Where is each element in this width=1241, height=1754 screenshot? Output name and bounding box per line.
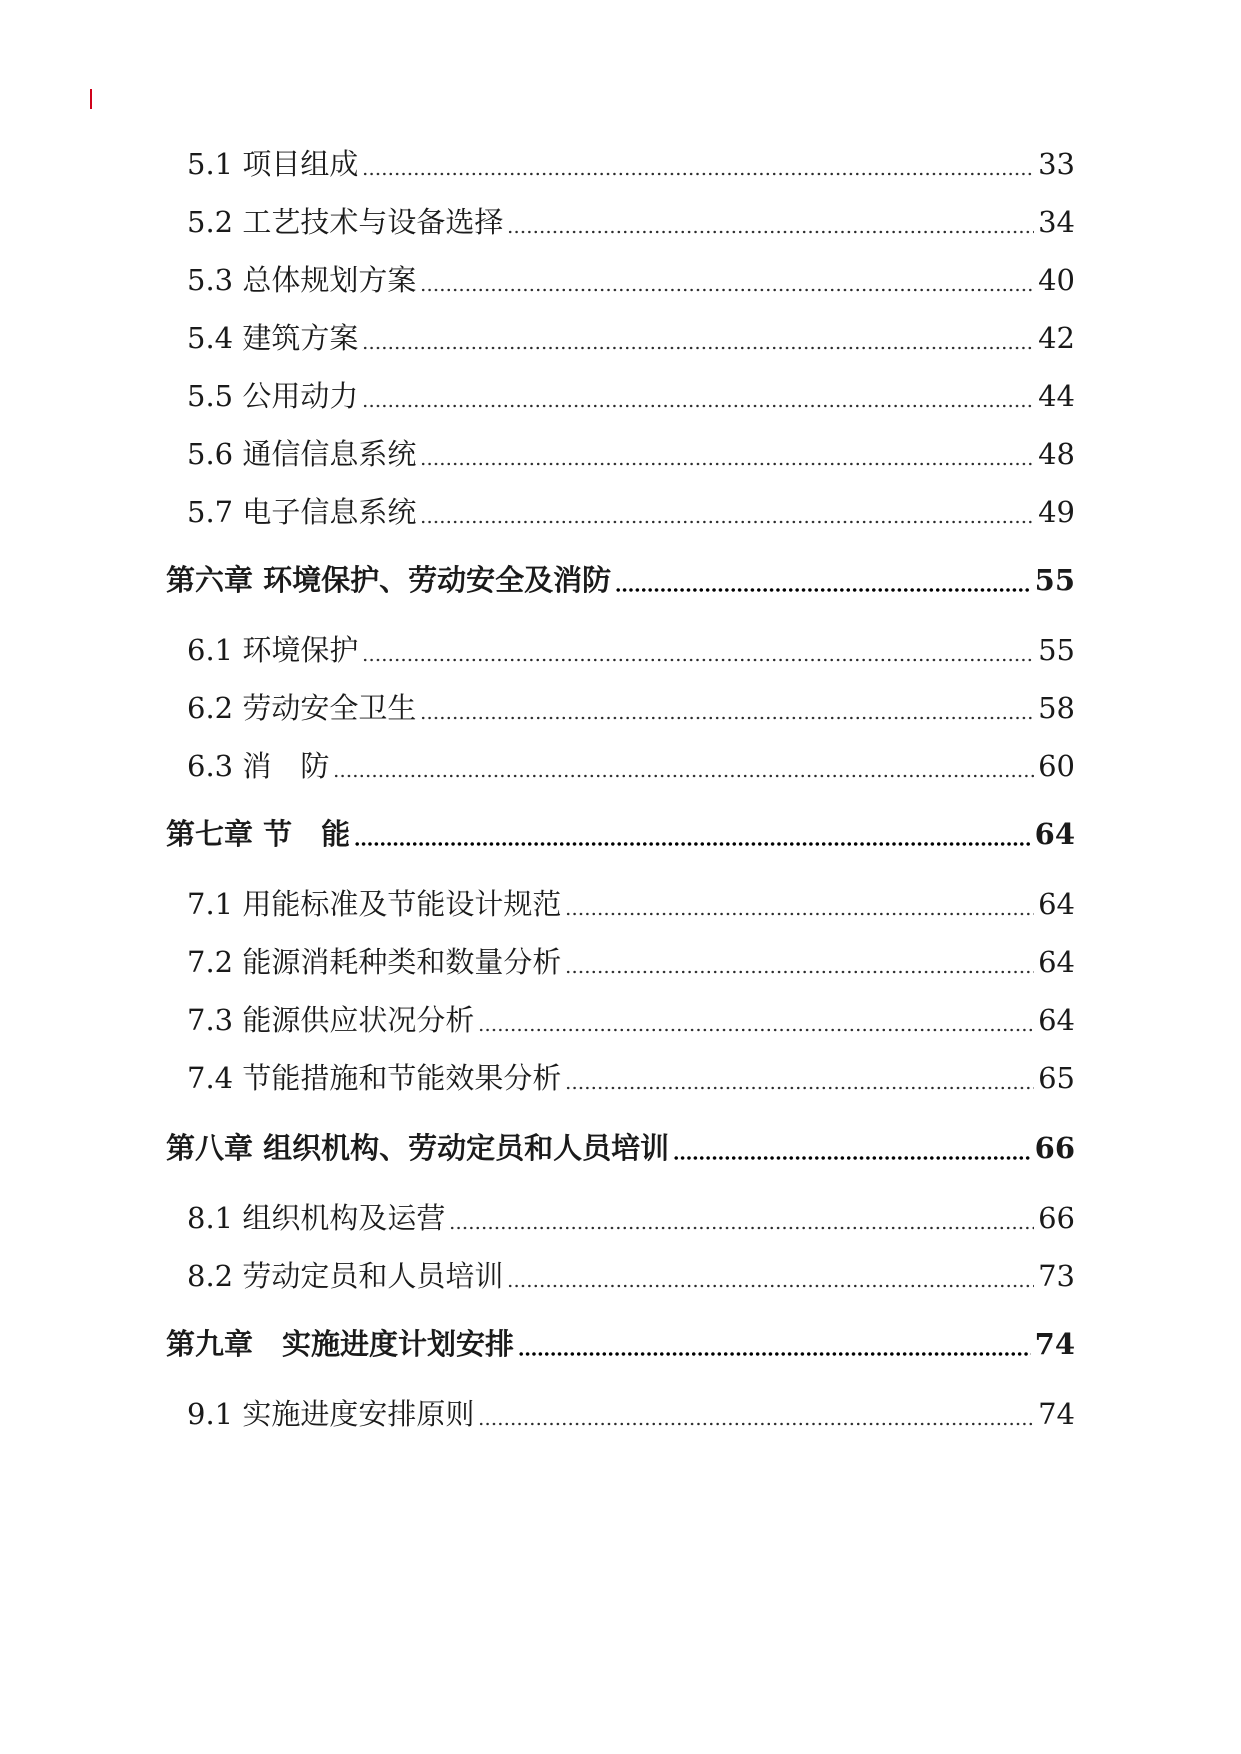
- toc-page-number: 55: [1038, 633, 1075, 667]
- toc-entry-title: 8.2 劳动定员和人员培训: [187, 1259, 504, 1293]
- dot-leader: [420, 716, 1034, 720]
- toc-entry-title: 9.1 实施进度安排原则: [187, 1397, 475, 1431]
- dot-leader: [420, 462, 1034, 466]
- dot-leader: [478, 1028, 1034, 1032]
- toc-page-number: 55: [1034, 563, 1075, 597]
- toc-section-entry[interactable]: [187, 887, 1075, 921]
- toc-section-entry[interactable]: [187, 1003, 1075, 1037]
- toc-entry-title: 第六章 环境保护、劳动安全及消防: [166, 563, 612, 597]
- dot-leader: [362, 346, 1034, 350]
- toc-page-number: 49: [1038, 495, 1075, 529]
- toc-entry-title: 5.4 建筑方案: [187, 321, 359, 355]
- toc-page-number: 48: [1038, 437, 1075, 471]
- dot-leader: [362, 404, 1034, 408]
- toc-section-entry[interactable]: [187, 437, 1075, 471]
- dot-leader: [354, 842, 1031, 846]
- dot-leader: [362, 172, 1034, 176]
- toc-section-entry[interactable]: [187, 321, 1075, 355]
- toc-page-number: 60: [1038, 749, 1075, 783]
- toc-section-entry[interactable]: [187, 263, 1075, 297]
- dot-leader: [507, 230, 1034, 234]
- dot-leader: [565, 1086, 1034, 1090]
- toc-page-number: 42: [1038, 321, 1075, 355]
- toc-entry-title: 第八章 组织机构、劳动定员和人员培训: [166, 1131, 670, 1165]
- toc-page-number: 40: [1038, 263, 1075, 297]
- dot-leader: [565, 912, 1034, 916]
- toc-section-entry[interactable]: [187, 205, 1075, 239]
- toc-chapter-entry[interactable]: [166, 1131, 1075, 1165]
- toc-entry-title: 6.3 消 防: [187, 749, 330, 783]
- toc-entry-title: 7.3 能源供应状况分析: [187, 1003, 475, 1037]
- toc-chapter-entry[interactable]: [166, 1327, 1075, 1361]
- toc-section-entry[interactable]: [187, 147, 1075, 181]
- dot-leader: [449, 1226, 1034, 1230]
- toc-entry-title: 5.1 项目组成: [187, 147, 359, 181]
- dot-leader: [362, 658, 1034, 662]
- dot-leader: [673, 1156, 1031, 1160]
- dot-leader: [333, 774, 1034, 778]
- toc-entry-title: 第九章 实施进度计划安排: [166, 1327, 515, 1361]
- toc-entry-title: 6.1 环境保护: [187, 633, 359, 667]
- dot-leader: [565, 970, 1034, 974]
- toc-page-number: 58: [1038, 691, 1075, 725]
- toc-page-number: 44: [1038, 379, 1075, 413]
- toc-entry-title: 7.1 用能标准及节能设计规范: [187, 887, 562, 921]
- toc-page-number: 64: [1038, 887, 1075, 921]
- dot-leader: [518, 1352, 1031, 1356]
- toc-chapter-entry[interactable]: [166, 563, 1075, 597]
- dot-leader: [478, 1422, 1034, 1426]
- dot-leader: [507, 1284, 1034, 1288]
- toc-page-number: 66: [1038, 1201, 1075, 1235]
- toc-entry-title: 7.4 节能措施和节能效果分析: [187, 1061, 562, 1095]
- dot-leader: [420, 288, 1034, 292]
- toc-section-entry[interactable]: [187, 1061, 1075, 1095]
- toc-entry-title: 第七章 节 能: [166, 817, 351, 851]
- toc-page-number: 64: [1038, 945, 1075, 979]
- toc-page-number: 64: [1038, 1003, 1075, 1037]
- toc-entry-title: 7.2 能源消耗种类和数量分析: [187, 945, 562, 979]
- toc-entry-title: 5.3 总体规划方案: [187, 263, 417, 297]
- toc-entry-title: 5.2 工艺技术与设备选择: [187, 205, 504, 239]
- toc-section-entry[interactable]: [187, 691, 1075, 725]
- toc-section-entry[interactable]: [187, 749, 1075, 783]
- toc-section-entry[interactable]: [187, 945, 1075, 979]
- toc-page-number: 66: [1034, 1131, 1075, 1165]
- toc-section-entry[interactable]: [187, 1397, 1075, 1431]
- toc-page-number: 74: [1038, 1397, 1075, 1431]
- toc-entry-title: 8.1 组织机构及运营: [187, 1201, 446, 1235]
- toc-entry-title: 5.7 电子信息系统: [187, 495, 417, 529]
- toc-entry-title: 5.5 公用动力: [187, 379, 359, 413]
- toc-section-entry[interactable]: [187, 495, 1075, 529]
- toc-page-number: 34: [1038, 205, 1075, 239]
- toc-chapter-entry[interactable]: [166, 817, 1075, 851]
- toc-page-number: 73: [1038, 1259, 1075, 1293]
- toc-section-entry[interactable]: [187, 1201, 1075, 1235]
- toc-section-entry[interactable]: [187, 633, 1075, 667]
- toc-page-number: 64: [1034, 817, 1075, 851]
- toc-page-number: 33: [1038, 147, 1075, 181]
- toc-section-entry[interactable]: [187, 379, 1075, 413]
- toc-section-entry[interactable]: [187, 1259, 1075, 1293]
- toc-page-number: 65: [1038, 1061, 1075, 1095]
- dot-leader: [420, 520, 1034, 524]
- toc-page-number: 74: [1034, 1327, 1075, 1361]
- toc-entry-title: 5.6 通信信息系统: [187, 437, 417, 471]
- toc-entry-title: 6.2 劳动安全卫生: [187, 691, 417, 725]
- dot-leader: [615, 588, 1031, 592]
